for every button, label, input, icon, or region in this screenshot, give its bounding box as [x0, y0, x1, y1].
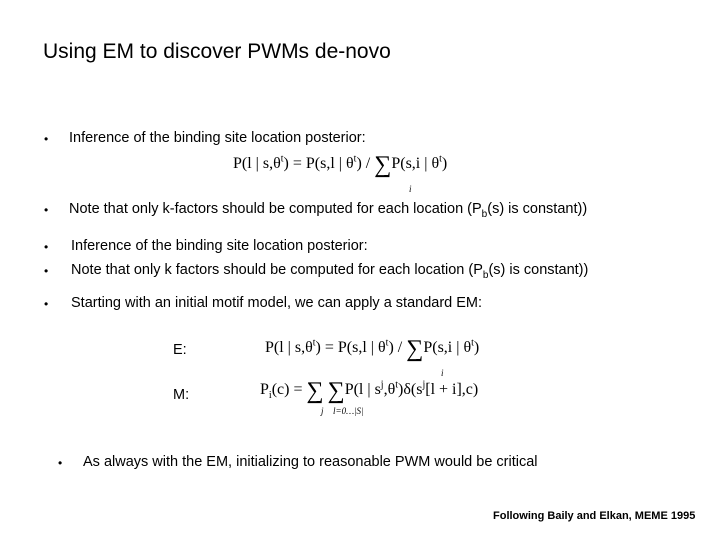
- e-step-label: E:: [173, 342, 187, 358]
- e-step-formula: P(l | $s,\theta^t) = P(s,l$ | $\theta^t) / \sum P(s,i$ | $\theta^t$): [265, 336, 480, 362]
- e-sum-index: i: [441, 368, 444, 378]
- bullet-inference-2: Inference of the binding site location posterior:: [71, 238, 368, 254]
- bullet-standard-em: Starting with an initial motif model, we can apply a standard EM:: [71, 295, 483, 311]
- bullet-marker: •: [44, 240, 49, 254]
- m-step-label: M:: [173, 387, 190, 403]
- bullet-marker: •: [44, 297, 49, 311]
- bullet-initialization: As always with the EM, initializing to reasonable PWM would be critical: [83, 454, 538, 470]
- bullet-note-kfactors-2: Note that only k factors should be computed for each location ($P_b(s)$ is constant)): [71, 262, 589, 281]
- bullet-marker: •: [44, 203, 49, 217]
- bullet-marker: •: [44, 264, 49, 278]
- m-sum-index-j: j: [321, 406, 324, 416]
- bullet-marker: •: [58, 456, 63, 470]
- bullet-marker: •: [44, 132, 49, 146]
- m-step-formula: $P_i(c)$ = ∑ ∑P(l | $s^j,\theta^t)\delta(s^j[l + i],c)$: [260, 378, 479, 404]
- posterior-formula: P(l | $s,\theta^t) = P(s,l$ | $\theta^t) / \sum P(s,i$ | $\theta^t$): [233, 152, 448, 178]
- bullet-inference-1: Inference of the binding site location posterior:: [69, 130, 366, 146]
- sum-index: i: [409, 184, 412, 194]
- slide-title: Using EM to discover PWMs de-novo: [43, 40, 391, 63]
- citation-footer: Following Baily and Elkan, MEME 1995: [493, 510, 696, 522]
- m-sum-index-l: l=0…|S|: [333, 406, 364, 416]
- bullet-note-kfactors-1: Note that only k-factors should be computed for each location ($P_b(s)$ is constant)): [69, 201, 588, 220]
